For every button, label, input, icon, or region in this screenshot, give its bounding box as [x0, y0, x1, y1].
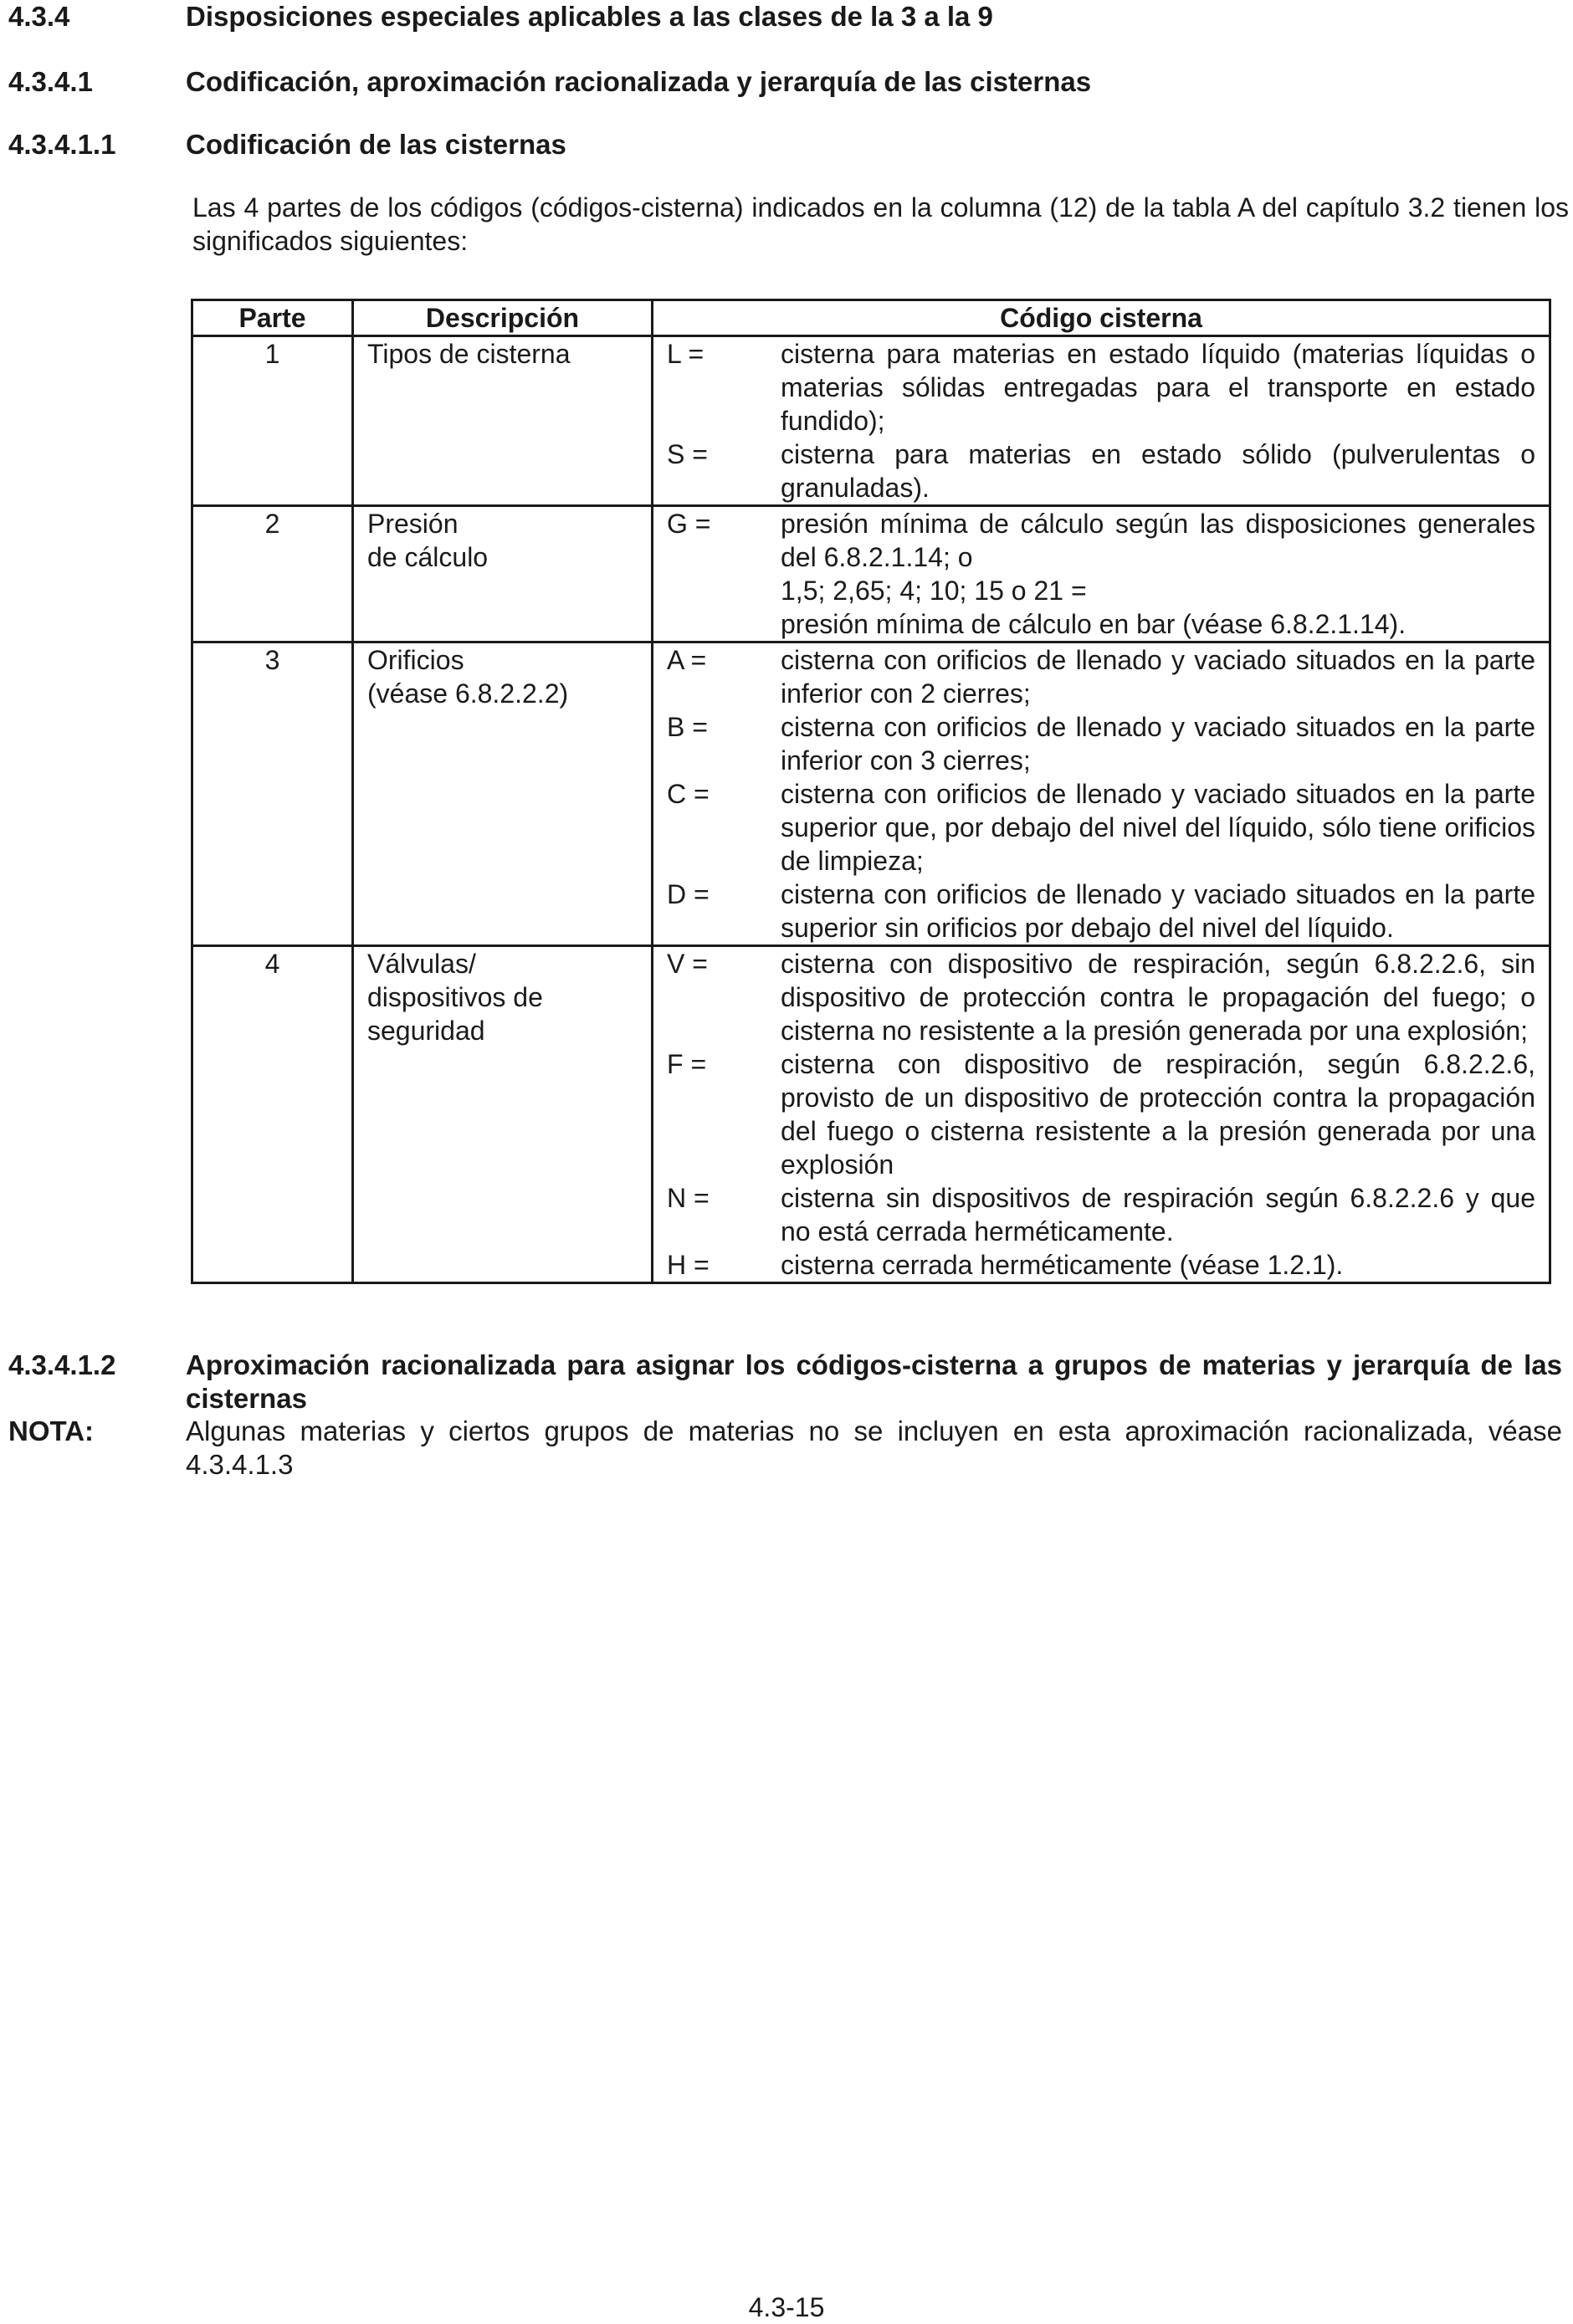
heading-number: 4.3.4.1.2: [8, 1349, 116, 1380]
code-letter: F =: [667, 1049, 707, 1079]
header-codigo: Código cisterna: [653, 300, 1550, 336]
code-entry: [667, 438, 1535, 504]
code-entry: [667, 710, 1535, 777]
code-letter: A =: [667, 645, 707, 675]
cell-codigo: [653, 336, 1550, 506]
code-description: cisterna cerrada herméticamente (véase 1.2.1).: [781, 1250, 1344, 1280]
code-description: cisterna para materias en estado líquido (materias líquidas o materias sólidas entregadas para el transporte en estado fundido);: [781, 339, 1535, 436]
header-descripcion: Descripción: [353, 300, 653, 336]
code-entry: [667, 1181, 1535, 1248]
cell-descripcion: Tipos de cisterna: [353, 336, 653, 506]
code-letter: [667, 574, 781, 641]
cell-codigo: [653, 506, 1550, 642]
header-parte: Parte: [192, 300, 353, 336]
code-letter: G =: [667, 509, 711, 539]
code-entry: [667, 878, 1535, 944]
code-description: presión mínima de cálculo según las disposiciones generales del 6.8.2.1.14; o: [781, 509, 1535, 572]
note-text: Algunas materias y ciertos grupos de materias no se incluyen en esta aproximación racionalizada, véase 4.3.4.1.3: [186, 1415, 1562, 1480]
heading-4-3-4-1-2: [8, 1349, 1565, 1415]
code-entry: [667, 947, 1535, 1047]
heading-title: Disposiciones especiales aplicables a las clases de la 3 a la 9: [186, 1, 993, 32]
code-letter: C =: [667, 779, 710, 809]
table-row: [192, 642, 1550, 946]
cell-codigo: [653, 946, 1550, 1283]
code-letter: V =: [667, 949, 708, 979]
code-description: cisterna con orificios de llenado y vaciado situados en la parte superior que, por debajo del nivel del líquido, sólo tiene orificios de limpieza;: [781, 779, 1535, 876]
cell-descripcion: Orificios (véase 6.8.2.2.2): [353, 642, 653, 946]
note-block: [8, 1415, 1565, 1482]
code-description: cisterna con dispositivo de respiración, según 6.8.2.2.6, sin dispositivo de protección contra le propagación del fuego; o cisterna no resistente a la presión generada por una explosión;: [781, 949, 1535, 1046]
code-description: cisterna sin dispositivos de respiración según 6.8.2.2.6 y que no está cerrada herméticamente.: [781, 1183, 1535, 1246]
code-description: cisterna con orificios de llenado y vaciado situados en la parte inferior con 3 cierres;: [781, 712, 1535, 776]
note-label: NOTA:: [8, 1415, 95, 1446]
code-letter: S =: [667, 439, 708, 469]
table-row: [192, 336, 1550, 506]
code-entry: [667, 337, 1535, 438]
code-letter: D =: [667, 879, 710, 909]
cell-descripcion: Válvulas/ dispositivos de seguridad: [353, 946, 653, 1283]
heading-number: 4.3.4.1: [8, 66, 93, 97]
cell-parte: 1: [192, 336, 353, 506]
code-entry: [667, 1047, 1535, 1181]
code-description: cisterna con dispositivo de respiración, según 6.8.2.2.6, provisto de un dispositivo de protección contra la propagación del fuego o cisterna resistente a la presión generada por una explosión: [781, 1049, 1535, 1180]
code-letter: B =: [667, 712, 708, 742]
page-number: 4.3-15: [748, 2292, 825, 2322]
heading-title: Codificación, aproximación racionalizada y jerarquía de las cisternas: [186, 66, 1092, 97]
code-letter: L =: [667, 339, 705, 369]
table-body: [192, 336, 1550, 1283]
code-entry: [667, 777, 1535, 878]
table-row: [192, 506, 1550, 642]
cell-parte: 2: [192, 506, 353, 642]
table-row: [192, 946, 1550, 1283]
code-entry: [667, 574, 1535, 641]
heading-number: 4.3.4: [8, 1, 70, 32]
code-entry: [667, 1248, 1535, 1282]
code-description: 1,5; 2,65; 4; 10; 15 o 21 = presión mínima de cálculo en bar (véase 6.8.2.1.14).: [781, 576, 1406, 639]
heading-title: Codificación de las cisternas: [186, 129, 566, 160]
code-entry: [667, 643, 1535, 710]
cell-parte: 4: [192, 946, 353, 1283]
cell-codigo: [653, 642, 1550, 946]
intro-paragraph: Las 4 partes de los códigos (códigos-cisterna) indicados en la columna (12) de la tabla A del capítulo 3.2 tienen los significados siguientes:: [192, 192, 1569, 256]
tank-code-table: [191, 299, 1551, 1284]
code-description: cisterna con orificios de llenado y vaciado situados en la parte inferior con 2 cierres;: [781, 645, 1535, 709]
heading-number: 4.3.4.1.1: [8, 129, 116, 160]
code-entry: [667, 507, 1535, 574]
code-description: cisterna con orificios de llenado y vaciado situados en la parte superior sin orificios por debajo del nivel del líquido.: [781, 879, 1535, 943]
heading-title: Aproximación racionalizada para asignar los códigos-cisterna a grupos de materias y jerarquía de las cisternas: [186, 1349, 1562, 1414]
cell-descripcion: Presión de cálculo: [353, 506, 653, 642]
table-header-row: [192, 300, 1550, 336]
code-letter: N =: [667, 1183, 710, 1213]
code-letter: H =: [667, 1250, 710, 1280]
code-description: cisterna para materias en estado sólido (pulverulentas o granuladas).: [781, 439, 1535, 503]
cell-parte: 3: [192, 642, 353, 946]
